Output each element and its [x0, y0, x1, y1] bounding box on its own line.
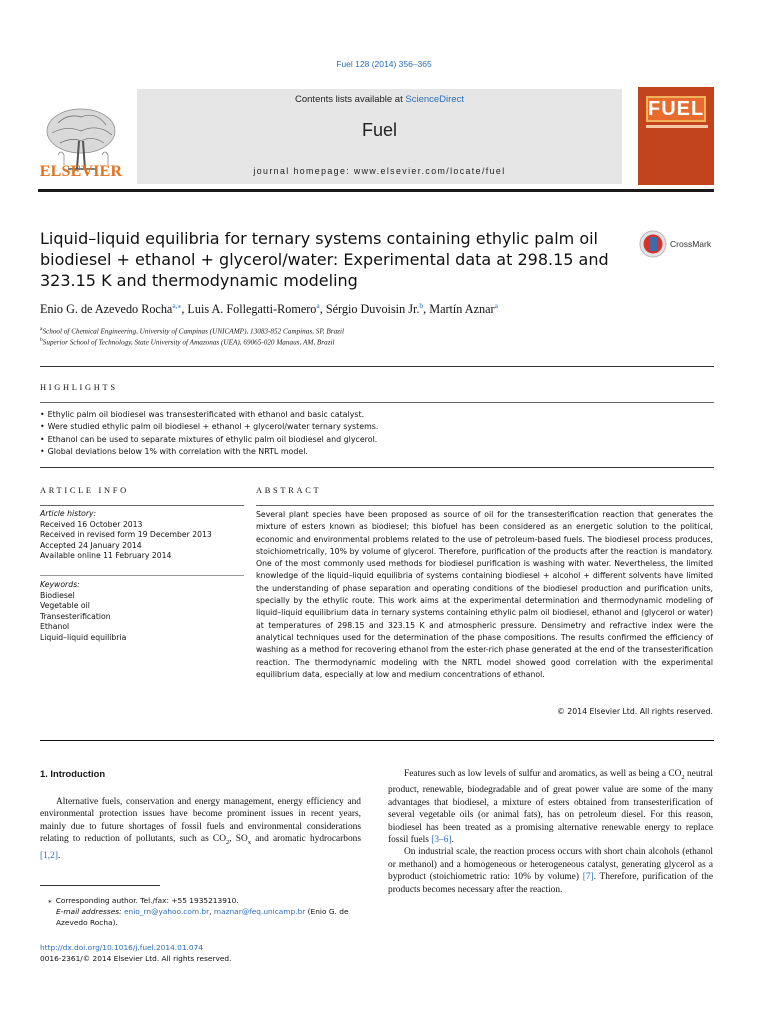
- citation-link[interactable]: [1,2]: [40, 850, 58, 861]
- right-body-column: [388, 768, 713, 896]
- corresponding-author-note: [40, 895, 362, 906]
- keyword: Ethanol: [40, 622, 70, 632]
- history-entry: Received 16 October 2013: [40, 519, 143, 529]
- history-entry: Received in revised form 19 December 2013: [40, 530, 212, 540]
- email-link[interactable]: maznar@feq.unicamp.br: [213, 907, 306, 917]
- author-affiliation-mark[interactable]: a,⁎: [172, 301, 182, 310]
- abstract-copyright: © 2014 Elsevier Ltd. All rights reserved.: [557, 707, 713, 716]
- highlights-list: [40, 409, 714, 458]
- subscript: 2: [681, 773, 685, 781]
- author-name[interactable]: Enio G. de Azevedo Rocha: [40, 302, 173, 317]
- paragraph-text: .: [57, 850, 61, 861]
- author-affiliation-mark[interactable]: a: [316, 301, 320, 310]
- author-name[interactable]: Martín Aznar: [429, 302, 495, 317]
- citation-link[interactable]: [3–6]: [431, 834, 452, 845]
- keyword: Transesterification: [40, 611, 111, 621]
- keyword: Vegetable oil: [40, 601, 90, 611]
- issn-copyright: 0016-2361/© 2014 Elsevier Ltd. All rights reserved.: [40, 954, 232, 964]
- footnote-divider: [40, 885, 160, 886]
- sciencedirect-link[interactable]: ScienceDirect: [405, 94, 464, 105]
- author-name[interactable]: Luis A. Follegatti-Romero: [187, 302, 317, 317]
- corresponding-author-text: Corresponding author. Tel./fax: +55 1935213910.: [55, 896, 239, 905]
- affiliation-mark: a: [40, 326, 43, 332]
- keywords-divider: [40, 575, 244, 576]
- author-list: Enio G. de Azevedo Rocha$^{a,⁎}$, Luis A. Follegatti-Romero$^a$, Sérgio Duvoisin Jr.$^b$, Martín Aznar$^a$: [40, 301, 498, 317]
- highlights-heading: HIGHLIGHTS: [40, 383, 118, 392]
- crossmark-label[interactable]: CrossMark: [670, 239, 712, 249]
- email-link[interactable]: enio_rn@yahoo.com.br: [123, 907, 210, 917]
- header-divider: [38, 189, 714, 192]
- article-title: Liquid–liquid equilibria for ternary systems containing ethylic palm oil biodiesel + ethanol + glycerol/water: Experimental data at 298.15 and 323.15 K and thermodynamic modeling: [40, 229, 609, 290]
- paragraph-text: . Therefore, purification of the products becomes necessary after the reaction.: [388, 872, 714, 895]
- author-affiliation-mark[interactable]: a: [494, 301, 498, 310]
- footnote: [40, 895, 362, 929]
- contents-availability: [137, 94, 622, 105]
- abstract-heading: ABSTRACT: [256, 486, 322, 495]
- highlight-item: • Ethanol can be used to separate mixtures of ethylic palm oil biodiesel and glycerol.: [40, 434, 714, 446]
- keywords: [40, 580, 245, 644]
- citation-link[interactable]: [7]: [582, 872, 594, 883]
- body-paragraph: [388, 768, 713, 846]
- contents-prefix: Contents lists available at: [295, 94, 406, 105]
- history-entry: Available online 11 February 2014: [40, 551, 172, 561]
- affiliation: [40, 326, 720, 335]
- paragraph-text: On industrial scale, the reaction process occurs with short chain alcohols (ethanol or methanol) and a homogeneous or heterogeneous catalyst, generating glycerol as a byproduct (stoichiometric ratio: 10% by volume): [388, 847, 713, 883]
- article-info-divider: [40, 505, 244, 506]
- history-entry: Accepted 24 January 2014: [40, 540, 142, 550]
- body-paragraph: [40, 796, 361, 862]
- section-divider: [40, 467, 714, 468]
- footnote-mark: ⁎: [48, 896, 52, 905]
- keywords-label: Keywords:: [40, 580, 80, 589]
- section-divider: [40, 740, 714, 741]
- journal-cover-title: FUEL: [648, 98, 705, 120]
- page-footer: [40, 942, 362, 964]
- journal-cover-subtitle-bar: [646, 125, 708, 128]
- keyword: Biodiesel: [40, 590, 75, 600]
- paragraph-text: , SO: [229, 834, 248, 845]
- subscript: 2: [225, 839, 230, 847]
- journal-homepage[interactable]: journal homepage: www.elsevier.com/locate/fuel: [253, 166, 506, 176]
- highlight-item: • Were studied ethylic palm oil biodiesel + ethanol + glycerol/water ternary systems.: [40, 421, 714, 433]
- affiliation: [40, 337, 720, 346]
- history-label: Article history:: [40, 509, 97, 518]
- author-name[interactable]: Sérgio Duvoisin Jr.: [325, 302, 420, 317]
- section-heading-introduction: 1. Introduction: [40, 768, 106, 779]
- author-affiliation-mark[interactable]: b: [419, 301, 424, 310]
- affiliation-text: School of Chemical Engineering, University of Campinas (UNICAMP), 13083-852 Campinas, SP, Brazil: [42, 327, 344, 336]
- paragraph-text: Alternative fuels, conservation and energy management, energy efficiency and environmental protection issues have become prominent issues in recent years, mainly due to future shortages of fossil fuels and environmental considerations relating to reduction of pollutants, such as CO: [40, 797, 361, 845]
- abstract-divider: [256, 505, 714, 506]
- body-paragraph: [388, 846, 713, 896]
- paragraph-text: Features such as low levels of sulfur and aromatics, as well as being a CO: [404, 769, 682, 779]
- paragraph-text: and aromatic hydrocarbons: [251, 834, 362, 845]
- doi-link[interactable]: http://dx.doi.org/10.1016/j.fuel.2014.01.074: [40, 943, 203, 952]
- paragraph-text: .: [451, 834, 454, 845]
- email-note: E-mail addresses: enio_rn@yahoo.com.br, maznar@feq.unicamp.br (Enio G. de Azevedo Rocha).: [56, 907, 349, 928]
- section-divider: [40, 366, 714, 367]
- abstract-text: Several plant species have been proposed as source of oil for the transesterification reaction that generates the mixture of esters known as biodiesel; this biofuel has been considered as an energetic solution to the political, economic and environmental problems related to the use of petroleum-based fuels. The biodiesel process produces, stoichiometrically, 10% by volume of glycerol. Therefore, purification of the products after the reaction is mandatory. One of the most commonly used methods for biodiesel purification is washing with water. Nevertheless, the limited knowledge of the liquid–liquid equilibria of systems containing biodiesel + alcohol + different solvents have limited the understanding of phase separation and operating conditions of the biodiesel production and purification units, specially by the ethylic route. This work aims at the experimental determination and thermodynamic modeling of liquid–liquid equilibrium data in ternary systems containing ethylic palm oil biodiesel, ethanol and (glycerol or water) at temperatures of 298.15 and 323.15 K and atmospheric pressure. Densimetry and refractive index were the analytical techniques used for the determination of the phase compositions. The results confirmed the efficiency of washing as a method for recovering ethanol from the ester-rich phase generated at the end of the transesterification reaction. The thermodynamic modeling with the NRTL model showed good correlation with the experimental equilibrium data, especially at low and medium concentrations of ethanol.: [256, 510, 713, 679]
- article-info-heading: ARTICLE INFO: [40, 486, 129, 495]
- email-label: E-mail addresses:: [56, 907, 122, 917]
- subscript: x: [247, 839, 252, 847]
- affiliation-mark: b: [40, 337, 43, 343]
- journal-citation-link[interactable]: Fuel 128 (2014) 356–365: [336, 59, 432, 69]
- section-divider: [40, 402, 714, 403]
- highlight-item: • Global deviations below 1% with correlation with the NRTL model.: [40, 446, 714, 458]
- affiliation-text: Superior School of Technology, State University of Amazonas (UEA), 69065-020 Manaus, AM, Brazil: [42, 338, 335, 347]
- email-suffix: (Enio G. de Azevedo Rocha).: [56, 907, 349, 928]
- article-history: [40, 509, 245, 562]
- highlight-item: • Ethylic palm oil biodiesel was transesterificated with ethanol and basic catalyst.: [40, 409, 714, 421]
- journal-title: Fuel: [361, 120, 397, 140]
- paragraph-text: neutral product, renewable, biodegradable and of great power value are some of the many advantages that biodiesel, a mixture of esters obtained from transesterification of several vegetable oils (or animal fats), has on petroleum diesel. For this reason, biodiesel has been treated as a promising alternative renewable energy to replace fossil fuels: [388, 769, 714, 845]
- elsevier-wordmark: ELSEVIER: [39, 163, 123, 180]
- keyword: Liquid–liquid equilibria: [40, 632, 127, 642]
